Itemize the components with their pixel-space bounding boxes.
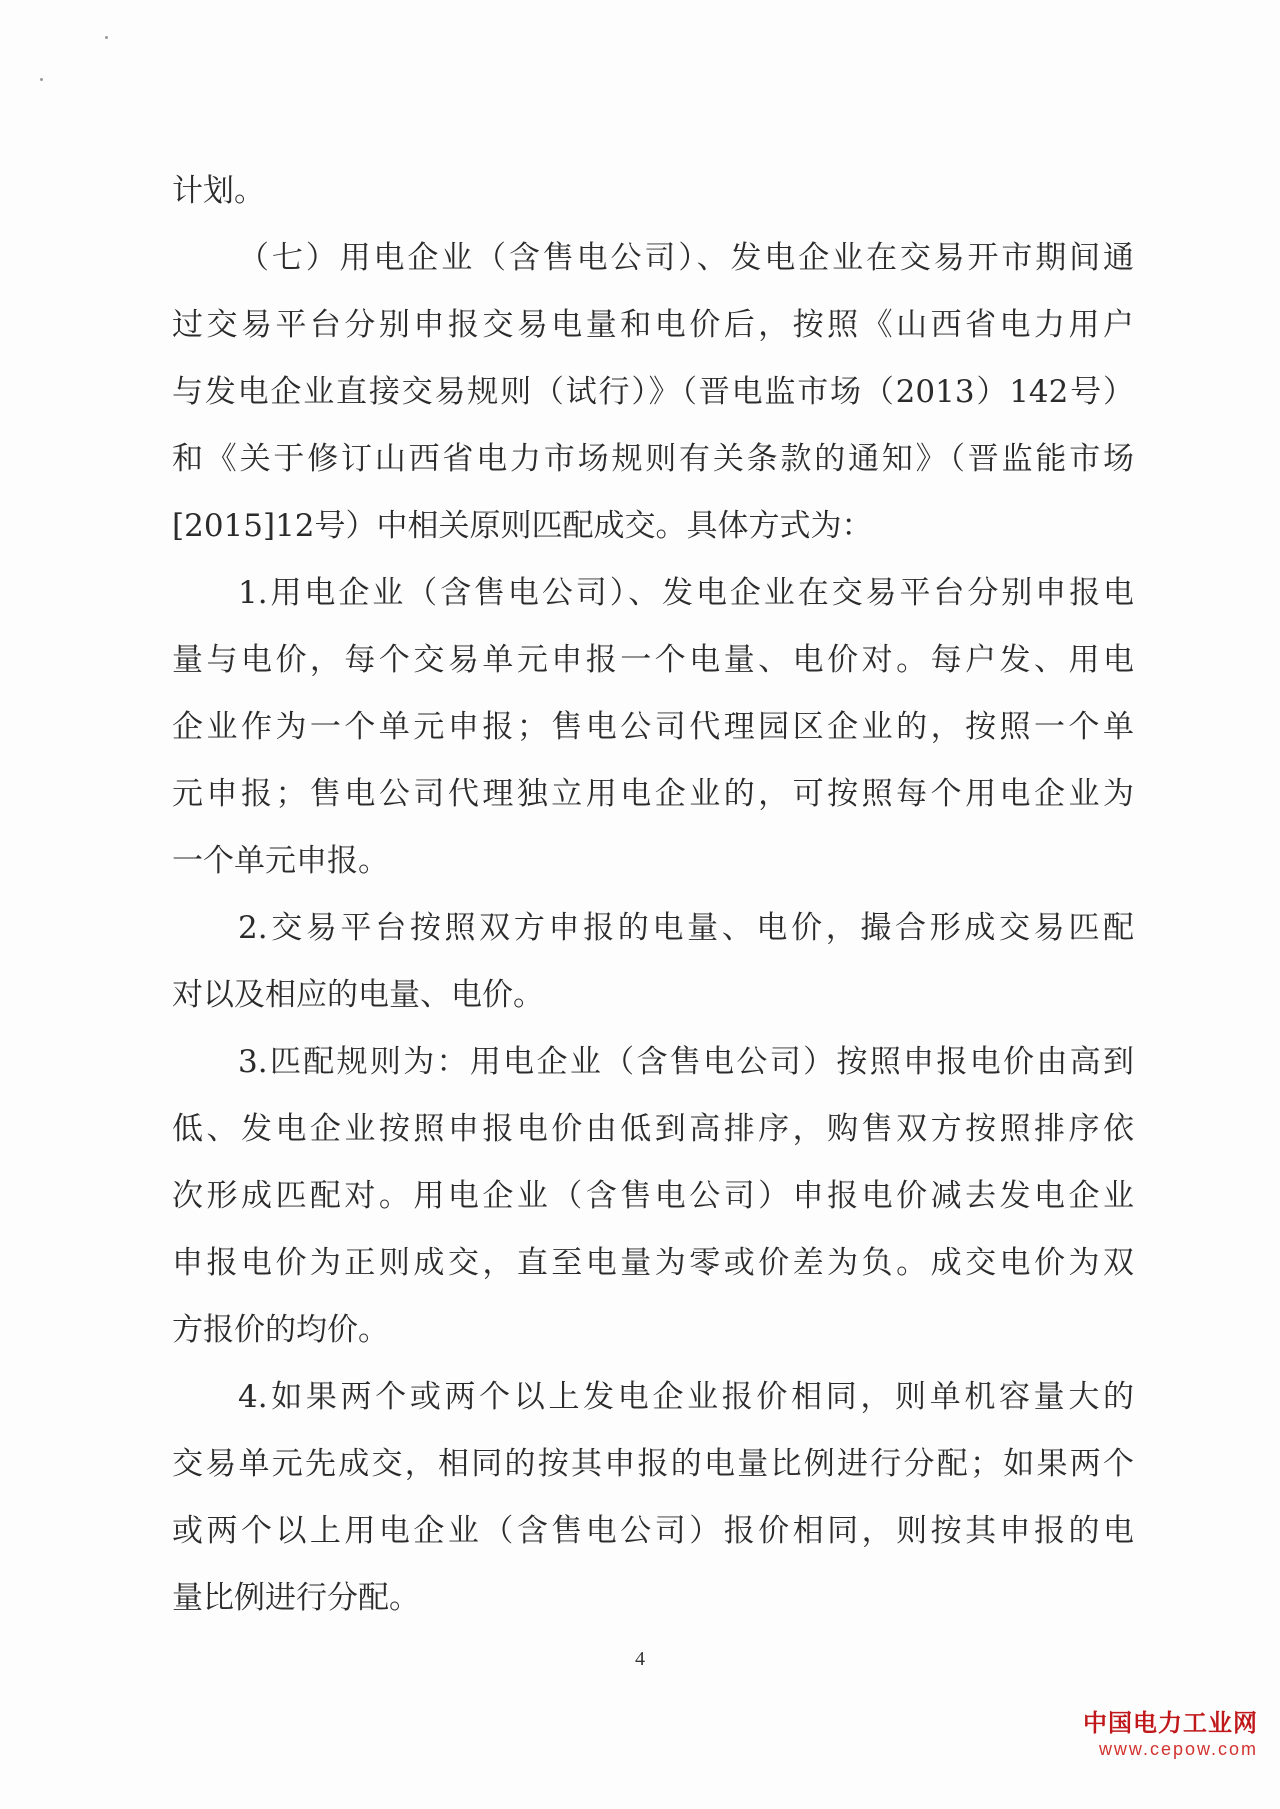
text-line-19: 4.如果两个或两个以上发电企业报价相同，则单机容量大的 <box>238 1379 1134 1415</box>
text-line-7: 1.用电企业（含售电公司）、发电企业在交易平台分别申报电 <box>238 575 1134 611</box>
page-number: 4 <box>635 1648 645 1670</box>
text-line-8: 量与电价，每个交易单元申报一个电量、电价对。每户发、用电 <box>172 642 1134 678</box>
text-line-14: 3.匹配规则为：用电企业（含售电公司）按照申报电价由高到 <box>238 1044 1134 1080</box>
text-line-9: 企业作为一个单元申报；售电公司代理园区企业的，按照一个单 <box>172 709 1134 745</box>
text-line-18: 方报价的均价。 <box>172 1312 389 1348</box>
text-line-22: 量比例进行分配。 <box>172 1580 420 1616</box>
text-line-16: 次形成匹配对。用电企业（含售电公司）申报电价减去发电企业 <box>172 1178 1134 1214</box>
text-line-20: 交易单元先成交，相同的按其申报的电量比例进行分配；如果两个 <box>172 1446 1134 1482</box>
body-text <box>172 158 1134 1632</box>
watermark-title: 中国电力工业网 <box>1083 1709 1258 1737</box>
text-line-5: 和《关于修订山西省电力市场规则有关条款的通知》（晋监能市场 <box>172 441 1134 477</box>
text-line-17: 申报电价为正则成交，直至电量为零或价差为负。成交电价为双 <box>172 1245 1134 1281</box>
text-line-13: 对以及相应的电量、电价。 <box>172 977 544 1013</box>
text-line-1: 计划。 <box>172 173 265 209</box>
watermark-url: www.cepow.com <box>1098 1739 1258 1759</box>
text-line-10: 元申报；售电公司代理独立用电企业的，可按照每个用电企业为 <box>172 776 1134 812</box>
text-line-2: （七）用电企业（含售电公司）、发电企业在交易开市期间通 <box>238 240 1134 276</box>
text-line-4: 与发电企业直接交易规则（试行）》（晋电监市场（2013）142号） <box>172 374 1134 410</box>
scan-speck <box>105 36 108 39</box>
text-line-11: 一个单元申报。 <box>172 843 389 879</box>
text-line-15: 低、发电企业按照申报电价由低到高排序，购售双方按照排序依 <box>172 1111 1134 1147</box>
scan-speck <box>40 78 43 81</box>
text-line-12: 2.交易平台按照双方申报的电量、电价，撮合形成交易匹配 <box>238 910 1134 946</box>
site-watermark <box>1083 1708 1258 1760</box>
text-line-21: 或两个以上用电企业（含售电公司）报价相同，则按其申报的电 <box>172 1513 1134 1549</box>
text-line-3: 过交易平台分别申报交易电量和电价后，按照《山西省电力用户 <box>172 307 1134 343</box>
text-line-6: [2015]12号）中相关原则匹配成交。具体方式为： <box>172 508 873 544</box>
